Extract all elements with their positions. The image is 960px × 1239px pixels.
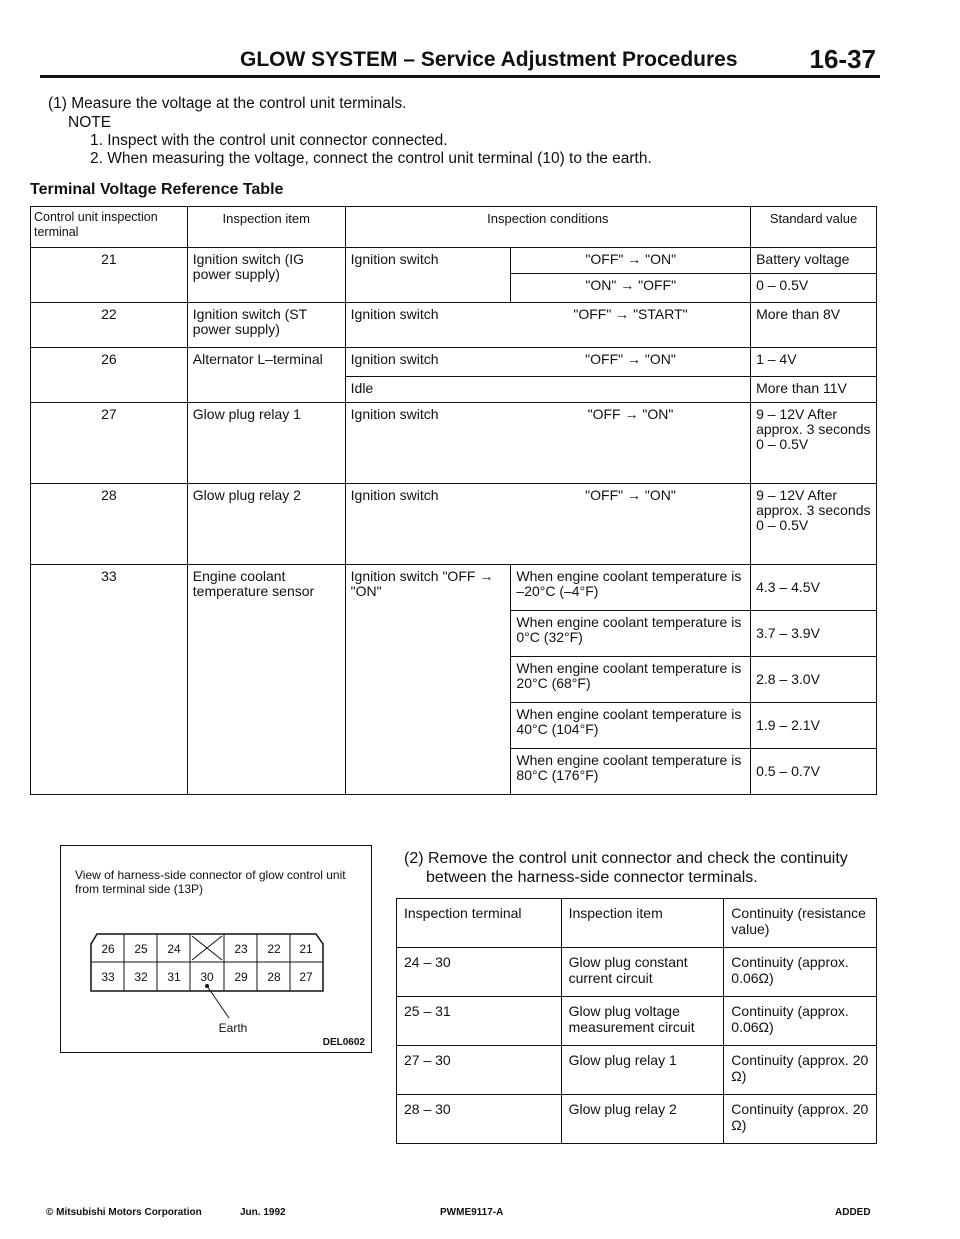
condition-cell: Ignition switch [345,348,511,377]
header-standard-value: Standard value [751,207,877,248]
terminal-voltage-table [30,206,877,795]
pin-label: 26 [101,942,115,956]
terminal-cell: 26 [31,348,188,403]
value-cell: 9 – 12V After approx. 3 seconds 0 – 0.5V [751,403,877,484]
table-row [31,565,877,611]
header-conditions: Inspection conditions [345,207,750,248]
sub-condition-cell: When engine coolant temperature is 40°C (104°F) [511,703,751,749]
item-cell: Glow plug relay 1 [561,1046,724,1095]
pin-label: 31 [167,970,181,984]
item-cell: Glow plug relay 1 [187,403,345,484]
condition-cell: Ignition switch [345,403,511,484]
pin-label: 29 [234,970,248,984]
item-cell: Alternator L–terminal [187,348,345,403]
terminal-cell: 33 [31,565,188,795]
connector-diagram [60,845,372,1053]
action-cell: "OFF" → "ON" [511,348,751,377]
value-cell: 9 – 12V After approx. 3 seconds 0 – 0.5V [751,484,877,565]
table-header-row [397,899,877,948]
diagram-caption: View of harness-side connector of glow control unit from terminal side (13P) [75,868,346,896]
value-cell: 4.3 – 4.5V [751,565,877,611]
item-cell: Ignition switch (ST power supply) [187,303,345,348]
sub-condition-cell: When engine coolant temperature is –20°C (–4°F) [511,565,751,611]
item-cell: Engine coolant temperature sensor [187,565,345,795]
table-title: Terminal Voltage Reference Table [30,181,284,198]
note-2: 2. When measuring the voltage, connect the control unit terminal (10) to the earth. [90,150,652,167]
table-row [31,348,877,377]
value-cell: 2.8 – 3.0V [751,657,877,703]
action-cell: "OFF" → "START" [511,303,751,348]
terminal-cell: 27 – 30 [397,1046,562,1095]
section-title: GLOW SYSTEM – Service Adjustment Procedures [240,48,738,71]
pin-label: 24 [167,942,181,956]
pin-label: 32 [134,970,148,984]
terminal-cell: 25 – 31 [397,997,562,1046]
terminal-cell: 22 [31,303,188,348]
item-cell: Glow plug relay 2 [561,1095,724,1144]
item-cell: Glow plug constant current circuit [561,948,724,997]
step-2-text: (2) Remove the control unit connector and check the continuity between the harness-side connector terminals. [404,850,848,886]
action-cell: "ON" → "OFF" [511,274,751,303]
header-continuity: Continuity (resistance value) [724,899,877,948]
terminal-cell: 24 – 30 [397,948,562,997]
table-header-row [31,207,877,248]
condition-cell: Ignition switch [345,248,511,303]
action-cell: "OFF → "ON" [511,403,751,484]
table-row [31,303,877,348]
pin-label: 21 [299,942,313,956]
pin-label: 33 [101,970,115,984]
condition-cell: Ignition switch "OFF → "ON" [345,565,511,795]
footer-status: ADDED [835,1207,871,1218]
value-cell: 1.9 – 2.1V [751,703,877,749]
condition-cell: Ignition switch [345,303,511,348]
value-cell: More than 8V [751,303,877,348]
pin-label: 22 [267,942,281,956]
step-1-text: (1) Measure the voltage at the control unit terminals. [48,95,407,112]
table-row [397,1095,877,1144]
value-cell: Continuity (approx. 20 Ω) [724,1046,877,1095]
pin-label: 23 [234,942,248,956]
connector-drawing [61,846,371,1052]
table-row [31,403,877,484]
value-cell: 0 – 0.5V [751,274,877,303]
terminal-cell: 28 [31,484,188,565]
table-row [397,948,877,997]
earth-label: Earth [218,1021,248,1035]
page-number: 16-37 [809,44,876,74]
sub-condition-cell: When engine coolant temperature is 0°C (32°F) [511,611,751,657]
header-item: Inspection item [187,207,345,248]
action-cell: "OFF" → "ON" [511,484,751,565]
value-cell: Continuity (approx. 0.06Ω) [724,948,877,997]
header-terminal: Control unit inspection terminal [31,207,188,248]
page-header [40,44,880,74]
copyright: © Mitsubishi Motors Corporation [46,1207,202,1218]
pin-label: 30 [200,970,214,984]
item-cell: Ignition switch (IG power supply) [187,248,345,303]
item-cell: Glow plug voltage measurement circuit [561,997,724,1046]
sub-condition-cell: When engine coolant temperature is 80°C (176°F) [511,749,751,795]
table-row [397,997,877,1046]
terminal-cell: 21 [31,248,188,303]
value-cell: 0.5 – 0.7V [751,749,877,795]
table-row [31,248,877,274]
condition-cell: Idle [345,377,750,403]
header-inspection-terminal: Inspection terminal [397,899,562,948]
value-cell: Continuity (approx. 20 Ω) [724,1095,877,1144]
value-cell: Battery voltage [751,248,877,274]
header-inspection-item: Inspection item [561,899,724,948]
value-cell: More than 11V [751,377,877,403]
sub-condition-cell: When engine coolant temperature is 20°C (68°F) [511,657,751,703]
condition-cell: Ignition switch [345,484,511,565]
note-label: NOTE [68,114,112,131]
value-cell: Continuity (approx. 0.06Ω) [724,997,877,1046]
header-rule [40,75,880,78]
footer-code: PWME9117-A [440,1207,504,1218]
pin-label: 28 [267,970,281,984]
terminal-cell: 28 – 30 [397,1095,562,1144]
action-cell: "OFF" → "ON" [511,248,751,274]
value-cell: 1 – 4V [751,348,877,377]
pin-label: 25 [134,942,148,956]
table-row [31,484,877,565]
item-cell: Glow plug relay 2 [187,484,345,565]
footer-date: Jun. 1992 [240,1207,286,1218]
pin-label: 27 [299,970,313,984]
continuity-table [396,898,877,1144]
note-1: 1. Inspect with the control unit connector connected. [90,132,448,149]
value-cell: 3.7 – 3.9V [751,611,877,657]
terminal-cell: 27 [31,403,188,484]
figure-code: DEL0602 [322,1037,365,1048]
table-row [397,1046,877,1095]
